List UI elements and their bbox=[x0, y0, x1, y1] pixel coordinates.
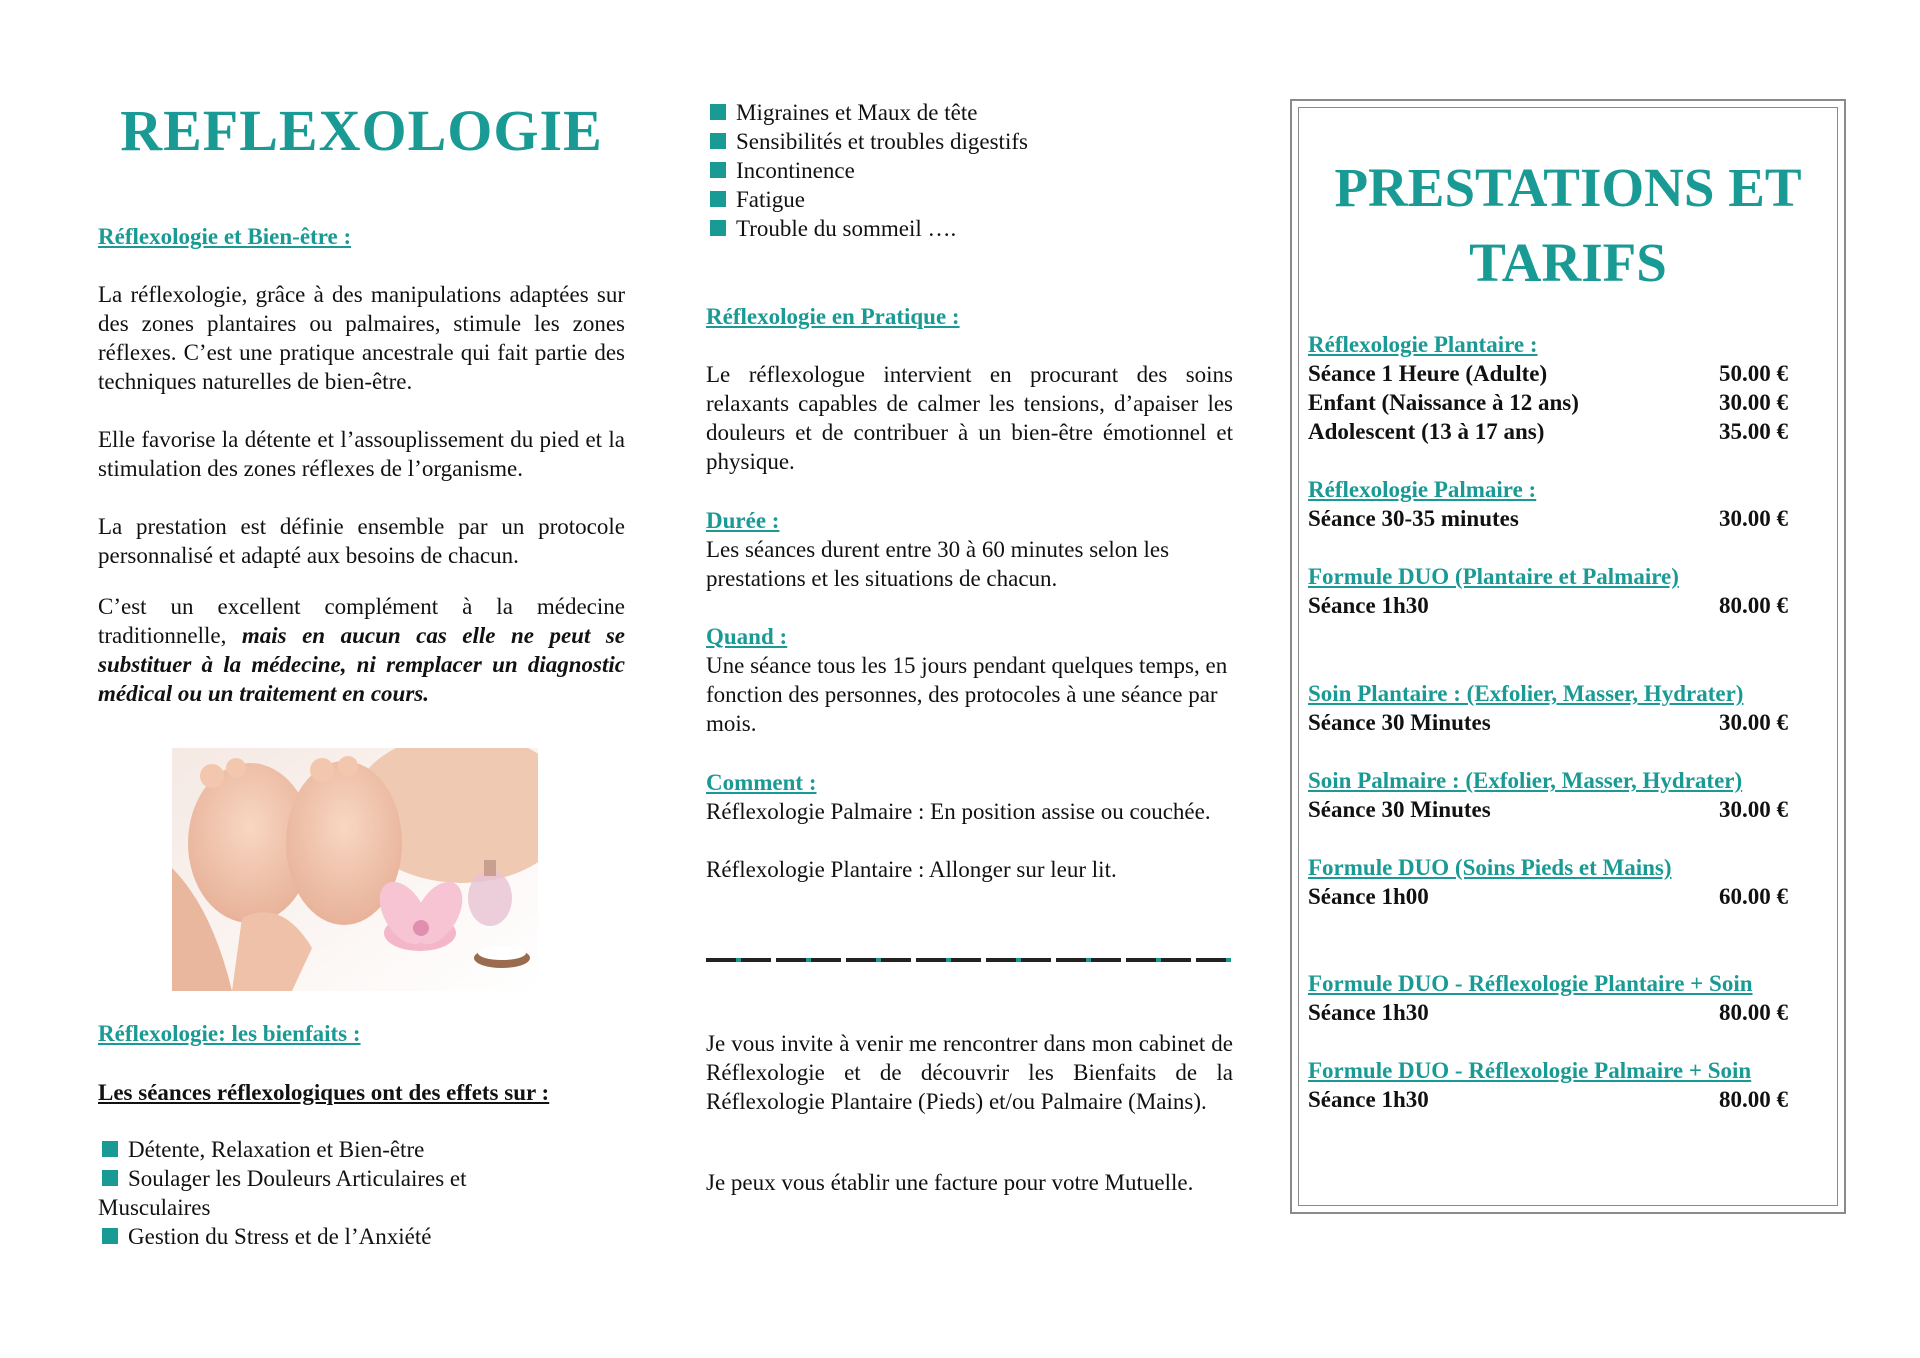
tarif-row: Séance 1h30 80.00 € bbox=[1308, 593, 1788, 618]
tarif-group-heading: Formule DUO (Soins Pieds et Mains) bbox=[1308, 855, 1672, 880]
bullet-square-icon bbox=[710, 104, 726, 120]
bullet-square-icon bbox=[710, 162, 726, 178]
tarif-group-heading: Formule DUO (Plantaire et Palmaire) bbox=[1308, 564, 1679, 589]
list-item: Soulager les Douleurs Articulaires et Musculaires bbox=[98, 1166, 467, 1220]
tarif-price: 50.00 € bbox=[1719, 361, 1788, 386]
list-item: Migraines et Maux de tête bbox=[706, 98, 1233, 127]
page-title: REFLEXOLOGIE bbox=[120, 98, 603, 163]
section-heading-when: Quand : bbox=[706, 624, 788, 649]
tarif-price: 30.00 € bbox=[1719, 797, 1788, 822]
tarif-row: Séance 30 Minutes 30.00 € bbox=[1308, 710, 1788, 735]
tarif-row: Séance 1h30 80.00 € bbox=[1308, 1000, 1788, 1025]
paragraph-invite: Je vous invite à venir me rencontrer dans mon cabinet de Réflexologie et de découvrir les Bienfaits de la Réflexologie Plantaire (Pieds) et/ou Palmaire (Mains). bbox=[706, 1031, 1233, 1114]
bullet-square-icon bbox=[102, 1170, 118, 1186]
paragraph-duration: Les séances durent entre 30 à 60 minutes selon les prestations et les situations de chacun. bbox=[706, 537, 1170, 591]
disclaimer-start: C’est un excellent complément à la médecine traditionnelle, bbox=[98, 594, 625, 648]
paragraph-when: Une séance tous les 15 jours pendant quelques temps, en fonction des personnes, des protocoles à une séance par mois. bbox=[706, 653, 1228, 736]
paragraph-disclaimer bbox=[98, 592, 625, 708]
section-heading-benefits: Réflexologie: les bienfaits : bbox=[98, 1021, 361, 1046]
list-item: Trouble du sommeil …. bbox=[706, 214, 1233, 243]
tarifs-title: PRESTATIONS ET TARIFS bbox=[1334, 157, 1802, 293]
tarif-price: 80.00 € bbox=[1719, 593, 1788, 618]
tarif-row: Séance 30 Minutes 30.00 € bbox=[1308, 797, 1788, 822]
tarif-group-heading: Réflexologie Plantaire : bbox=[1308, 332, 1538, 357]
paragraph-invoice: Je peux vous établir une facture pour votre Mutuelle. bbox=[706, 1170, 1194, 1195]
effects-heading: Les séances réflexologiques ont des effets sur : bbox=[98, 1080, 550, 1105]
tarif-group-heading: Réflexologie Palmaire : bbox=[1308, 477, 1537, 502]
bullet-square-icon bbox=[102, 1141, 118, 1157]
tarif-group-heading: Soin Plantaire : (Exfolier, Masser, Hydrater) bbox=[1308, 681, 1744, 706]
list-item: Sensibilités et troubles digestifs bbox=[706, 127, 1233, 156]
paragraph-protocol: La prestation est définie ensemble par un protocole personnalisé et adapté aux besoins de chacun. bbox=[98, 514, 625, 568]
section-heading-wellbeing: Réflexologie et Bien-être : bbox=[98, 224, 352, 249]
tarif-group-heading: Formule DUO - Réflexologie Palmaire + Soin bbox=[1308, 1058, 1752, 1083]
tarif-price: 30.00 € bbox=[1719, 506, 1788, 531]
bullet-square-icon bbox=[710, 191, 726, 207]
tarif-row: Adolescent (13 à 17 ans) 35.00 € bbox=[1308, 419, 1788, 444]
symptoms-list bbox=[706, 98, 1233, 243]
tarif-price: 80.00 € bbox=[1719, 1000, 1788, 1025]
section-heading-how: Comment : bbox=[706, 770, 817, 795]
disclaimer-emphasis: mais en aucun cas elle ne peut se substituer à la médecine, ni remplacer un diagnostic médical ou un traitement en cours. bbox=[98, 623, 625, 706]
paragraph-practice: Le réflexologue intervient en procurant des soins relaxants capables de calmer les tensions, d’apaiser les douleurs et de contribuer à un bien-être émotionnel et physique. bbox=[706, 362, 1233, 474]
bullet-square-icon bbox=[710, 133, 726, 149]
tarif-group-heading: Formule DUO - Réflexologie Plantaire + Soin bbox=[1308, 971, 1753, 996]
bullet-square-icon bbox=[710, 220, 726, 236]
paragraph-relaxation: Elle favorise la détente et l’assouplissement du pied et la stimulation des zones réflexes de l’organisme. bbox=[98, 427, 625, 481]
paragraph-how-palmar: Réflexologie Palmaire : En position assise ou couchée. bbox=[706, 799, 1211, 824]
tarif-price: 35.00 € bbox=[1719, 419, 1788, 444]
list-item: Détente, Relaxation et Bien-être bbox=[98, 1135, 538, 1164]
section-divider bbox=[706, 958, 1231, 962]
tarif-row: Séance 30-35 minutes 30.00 € bbox=[1308, 506, 1788, 531]
benefits-list bbox=[98, 1135, 538, 1251]
tarif-group-heading: Soin Palmaire : (Exfolier, Masser, Hydrater) bbox=[1308, 768, 1743, 793]
list-item: Gestion du Stress et de l’Anxiété bbox=[98, 1222, 538, 1251]
list-item: Fatigue bbox=[706, 185, 1233, 214]
foot-massage-illustration bbox=[172, 748, 538, 991]
tarif-row: Séance 1h30 80.00 € bbox=[1308, 1087, 1788, 1112]
section-heading-practice: Réflexologie en Pratique : bbox=[706, 304, 960, 329]
paragraph-how-plantar: Réflexologie Plantaire : Allonger sur leur lit. bbox=[706, 857, 1117, 882]
foot-massage-photo bbox=[172, 748, 538, 991]
tarif-row: Enfant (Naissance à 12 ans) 30.00 € bbox=[1308, 390, 1788, 415]
list-item: Incontinence bbox=[706, 156, 1233, 185]
tarif-row: Séance 1h00 60.00 € bbox=[1308, 884, 1788, 909]
tarif-price: 30.00 € bbox=[1719, 390, 1788, 415]
tarif-price: 80.00 € bbox=[1719, 1087, 1788, 1112]
bullet-square-icon bbox=[102, 1228, 118, 1244]
paragraph-intro: La réflexologie, grâce à des manipulations adaptées sur des zones plantaires ou palmaires, stimule les zones réflexes. C’est une pratique ancestrale qui fait partie des techniques naturelles de bien-être. bbox=[98, 282, 625, 394]
tarif-price: 60.00 € bbox=[1719, 884, 1788, 909]
section-heading-duration: Durée : bbox=[706, 508, 780, 533]
tarif-row: Séance 1 Heure (Adulte) 50.00 € bbox=[1308, 361, 1788, 386]
tarif-price: 30.00 € bbox=[1719, 710, 1788, 735]
